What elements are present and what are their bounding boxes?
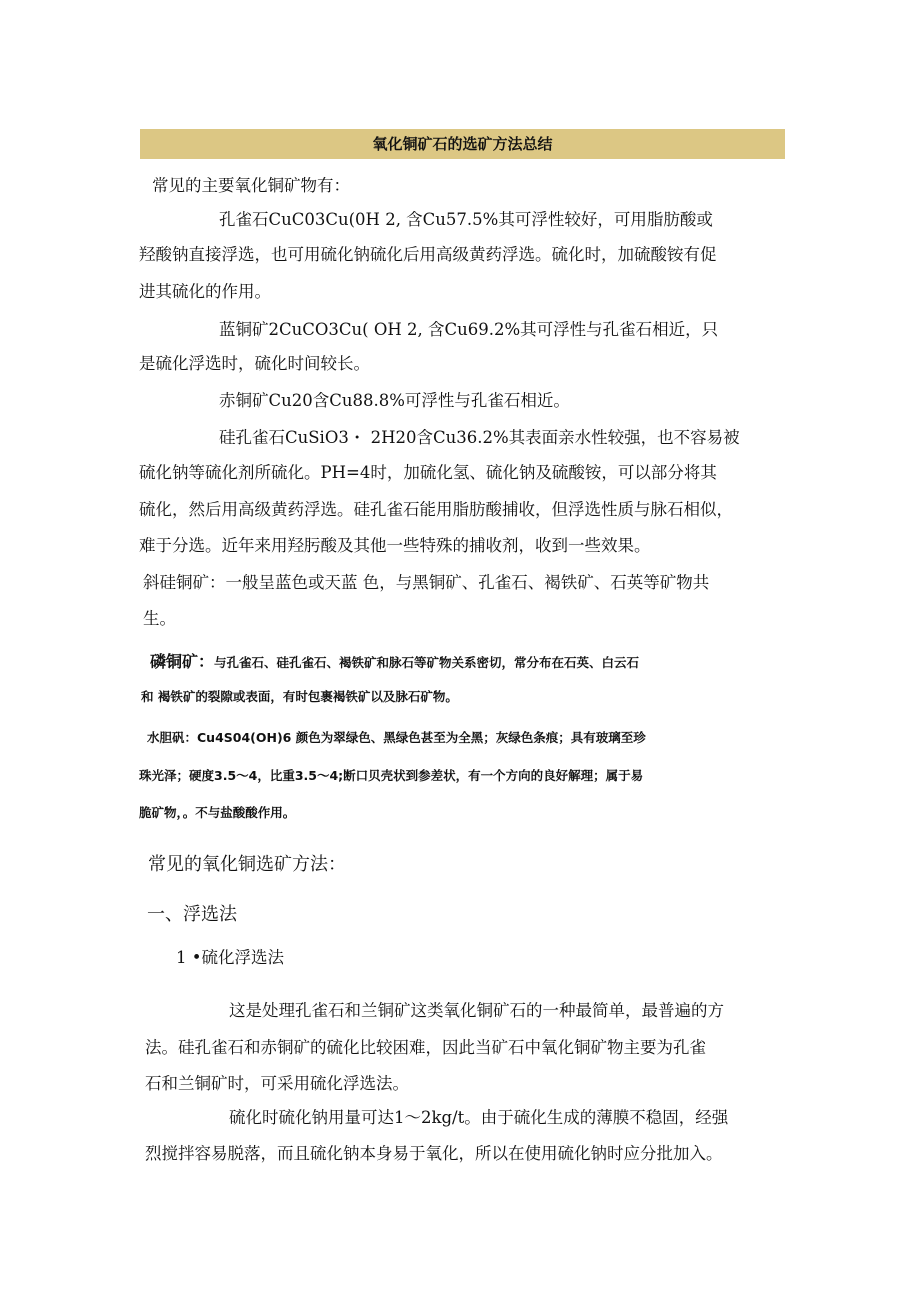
section-1-heading: 一、浮选法 [147, 904, 237, 925]
atacamite-line-1: 斜硅铜矿：一般呈蓝色或天蓝 色，与黑铜矿、孔雀石、褐铁矿、石英等矿物共 [143, 573, 710, 592]
para1-line-3: 石和兰铜矿时，可采用硫化浮选法。 [145, 1074, 409, 1093]
intro-text: 常见的主要氧化铜矿物有： [152, 176, 350, 195]
para2-line-2: 烈搅拌容易脱落，而且硫化钠本身易于氧化，所以在使用硫化钠时应分批加入。 [145, 1144, 723, 1163]
chrysocolla-line-3: 硫化，然后用高级黄药浮选。硅孔雀石能用脂肪酸捕收，但浮选性质与脉石相似， [139, 500, 733, 519]
section-1-subheading: 1 •硫化浮选法 [176, 948, 284, 967]
azurite-line-2: 是硫化浮选时，硫化时间较长。 [139, 354, 370, 373]
chrysocolla-line-2: 硫化钠等硫化剂所硫化。PH=4时，加硫化氢、硫化钠及硫酸铵，可以部分将其 [139, 463, 717, 482]
brochantite-line-3: 脆矿物，。不与盐酸酸作用。 [139, 805, 296, 820]
azurite-line-1: 蓝铜矿2CuCO3Cu( OH 2, 含Cu69.2%其可浮性与孔雀石相近，只 [219, 320, 719, 339]
brochantite-line-2: 珠光泽；硬度3.5～4，比重3.5～4;断口贝壳状到参差状，有一个方向的良好解理；属于易 [139, 768, 644, 783]
para2-line-1: 硫化时硫化钠用量可达1～2kg/t。由于硫化生成的薄膜不稳固，经强 [229, 1108, 729, 1127]
brochantite-line-1: 水胆矾：Cu4S04(OH)6 颜色为翠绿色、黑绿色甚至为全黑；灰绿色条痕；具有玻璃至珍 [147, 730, 646, 745]
atacamite-line-2: 生。 [143, 609, 176, 628]
methods-heading: 常见的氧化铜选矿方法： [148, 854, 346, 875]
malachite-line-1: 孔雀石CuC03Cu(0H 2, 含Cu57.5%其可浮性较好，可用脂肪酸或 [219, 210, 713, 229]
chrysocolla-line-1: 硅孔雀石CuSiO3・ 2H20含Cu36.2%其表面亲水性较强，也不容易被 [219, 428, 740, 447]
pseudomalachite-line-2: 和 褐铁矿的裂隙或表面，有时包裹褐铁矿以及脉石矿物。 [141, 689, 458, 704]
title-banner [140, 129, 785, 159]
cuprite-line-1: 赤铜矿Cu20含Cu88.8%可浮性与孔雀石相近。 [219, 391, 570, 410]
malachite-line-3: 进其硫化的作用。 [139, 282, 271, 301]
para1-line-2: 法。硅孔雀石和赤铜矿的硫化比较困难，因此当矿石中氧化铜矿物主要为孔雀 [145, 1038, 706, 1057]
malachite-line-2: 羟酸钠直接浮选，也可用硫化钠硫化后用高级黄药浮选。硫化时，加硫酸铵有促 [139, 245, 717, 264]
chrysocolla-line-4: 难于分选。近年来用羟肟酸及其他一些特殊的捕收剂，收到一些效果。 [139, 536, 651, 555]
page-title: 氧化铜矿石的选矿方法总结 [372, 135, 553, 153]
pseudomalachite-text-1: 与孔雀石、硅孔雀石、褐铁矿和脉石等矿物关系密切，常分布在石英、白云石 [214, 655, 640, 670]
para1-line-1: 这是处理孔雀石和兰铜矿这类氧化铜矿石的一种最简单，最普遍的方 [229, 1001, 724, 1020]
pseudomalachite-line-1 [150, 654, 639, 670]
pseudomalachite-label: 磷铜矿： [150, 652, 215, 671]
